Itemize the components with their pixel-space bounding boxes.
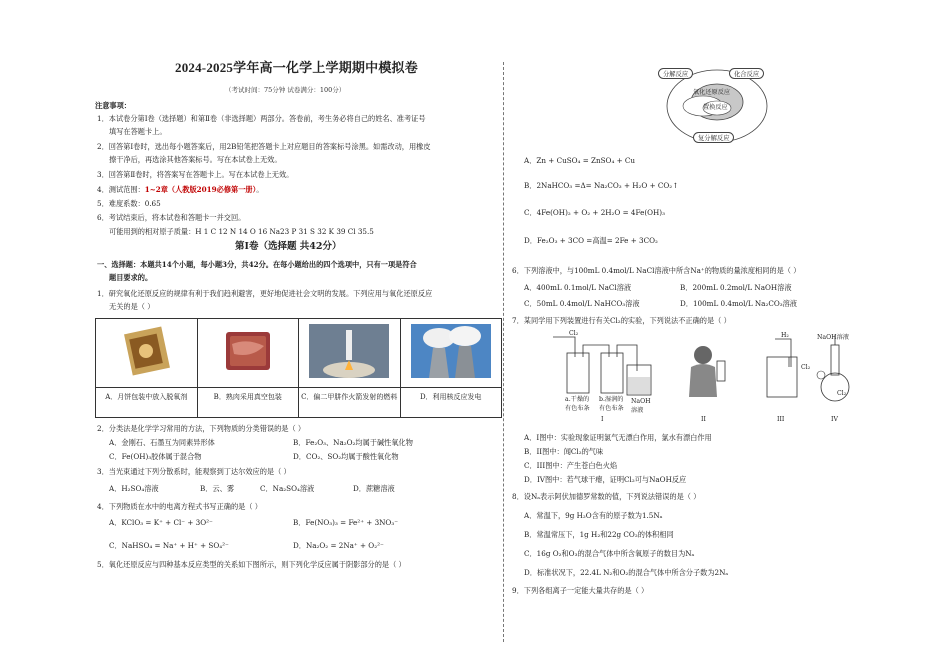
q4-option-d: D．Na₂O₂ = 2Na⁺ + O₂²⁻ (293, 541, 384, 550)
q8-option-b: B．常温常压下，1g H₂和22g CO₂的体积相同 (524, 530, 674, 539)
q1-stem-b: 无关的是（ ） (109, 302, 155, 311)
label-dry-cloth: a.干燥的有色布条 (565, 396, 590, 412)
q8-option-d: D．标准状况下，22.4L N₂和O₂的混合气体中所含分子数为2Nₐ (524, 568, 729, 577)
label-naoh-i: NaOH溶液 (631, 398, 651, 414)
note-6: 6．考试结束后，将本试卷和答题卡一并交回。 (97, 213, 246, 222)
q6-option-c: C．50mL 0.4mol/L NaHCO₃溶液 (524, 299, 640, 308)
test-range: 1~2章（人教版2019必修第一册） (144, 185, 257, 194)
q5-option-a: A．Zn + CuSO₄ = ZnSO₄ + Cu (524, 156, 636, 165)
q1-option-b-cell (198, 319, 300, 417)
rocket-launch-image (309, 324, 389, 378)
reaction-venn-diagram (655, 62, 777, 150)
venn-decomposition: 分解反应 (658, 68, 693, 79)
q9-stem: 9．下列各组离子一定能大量共存的是（ ） (512, 586, 649, 595)
figure-label-iv: IV (831, 416, 838, 423)
q1-option-a: A．月饼包装中放入脱氧剂 (96, 387, 197, 403)
figure-label-i: I (601, 416, 604, 423)
right-column (510, 0, 855, 672)
venn-combination: 化合反应 (729, 68, 764, 79)
q8-option-a: A．常温下，9g H₂O含有的原子数为1.5Nₐ (524, 511, 663, 520)
label-wet-cloth: b.湿润的有色布条 (599, 396, 624, 412)
q8-option-c: C．16g O₂和O₃的混合气体中所含氧原子的数目为Nₐ (524, 549, 695, 558)
notes-heading: 注意事项： (95, 101, 131, 110)
q6-option-d: D．100mL 0.4mol/L Na₂CO₃溶液 (680, 299, 797, 308)
atomic-masses: 可能用到的相对原子质量：H 1 C 12 N 14 O 16 Na23 P 31 S 32 K 39 Cl 35.5 (109, 227, 374, 236)
note-3: 3．回答第Ⅱ卷时，将答案写在答题卡上。写在本试卷上无效。 (97, 170, 294, 179)
exam-subtitle: （考试时间：75分钟 试卷满分：100分） (225, 86, 346, 94)
nuclear-plant-image (411, 324, 491, 378)
label-cl2-i: Cl₂ (569, 330, 579, 337)
venn-replacement: 置换反应 (703, 104, 728, 111)
q5-option-d: D．Fe₂O₃ + 3CO =高温= 2Fe + 3CO₂ (524, 236, 658, 245)
venn-double-decomposition: 复分解反应 (693, 132, 734, 143)
part1-intro-a: 一、选择题：本题共14个小题，每小题3分，共42分。在每小题给出的四个选项中，只有一项是符合 (97, 260, 417, 269)
column-divider (503, 62, 504, 642)
label-cl2-iv: Cl₂ (837, 390, 847, 397)
q7-stem: 7．某同学用下列装置进行有关Cl₂的实验，下列说法不正确的是（ ） (512, 316, 731, 325)
q6-stem: 6．下列溶液中，与100mL 0.4mol/L NaCl溶液中所含Na⁺的物质的量浓度相同的是（ ） (512, 266, 801, 275)
venn-redox: 氧化还原反应 (693, 89, 731, 96)
q3-option-d: D．蔗糖溶液 (353, 484, 395, 493)
q1-option-d: D．利用核反应发电 (401, 387, 502, 403)
q7-option-d: D．IV图中：若气球干瘪，证明Cl₂可与NaOH反应 (524, 475, 687, 484)
q2-option-c: C．Fe(OH)₃胶体属于混合物 (109, 452, 202, 461)
q5-stem: 5．氧化还原反应与四种基本反应类型的关系如下图所示，则下列化学反应属于阴影部分的是（ ） (97, 560, 406, 569)
note-5: 5．难度系数：0.65 (97, 199, 161, 208)
q5-option-b: B．2NaHCO₃ =Δ= Na₂CO₃ + H₂O + CO₂↑ (524, 181, 679, 190)
q5-option-c: C．4Fe(OH)₂ + O₂ + 2H₂O = 4Fe(OH)₃ (524, 208, 665, 217)
figure-label-iii: III (777, 416, 785, 423)
q3-option-a: A．H₂SO₄溶液 (109, 484, 159, 493)
q2-option-d: D．CO₂、SO₂均属于酸性氧化物 (293, 452, 399, 461)
label-naoh-iv: NaOH溶液 (817, 334, 849, 341)
q1-option-a-cell (96, 319, 198, 417)
label-h2: H₂ (781, 332, 789, 339)
q4-stem: 4．下列物质在水中的电离方程式书写正确的是（ ） (97, 502, 262, 511)
q1-option-d-cell (401, 319, 502, 417)
q8-stem: 8．设Nₐ表示阿伏加德罗常数的值，下列说法错误的是（ ） (512, 492, 701, 501)
note-1b: 填写在答题卡上。 (109, 127, 167, 136)
q2-option-b: B．Fe₂O₃、Na₂O₂均属于碱性氧化物 (293, 438, 413, 447)
label-cl2-iii: Cl₂ (801, 364, 811, 371)
q1-option-b: B．熟肉采用真空包装 (198, 387, 299, 403)
mooncake-package-image (106, 324, 186, 378)
q7-option-a: A．I图中：实验现象证明氯气无漂白作用，氯水有漂白作用 (524, 433, 712, 442)
q3-option-c: C．Na₂SO₄溶液 (260, 484, 315, 493)
q6-option-a: A．400mL 0.1mol/L NaCl溶液 (524, 283, 632, 292)
q4-option-a: A．KClO₃ = K⁺ + Cl⁻ + 3O²⁻ (109, 518, 213, 527)
q2-stem: 2．分类法是化学学习常用的方法，下列物质的分类错误的是（ ） (97, 424, 306, 433)
exam-title: 2024-2025学年高一化学上学期期中模拟卷 (175, 60, 418, 75)
q4-option-c: C．NaHSO₄ = Na⁺ + H⁺ + SO₄²⁻ (109, 541, 229, 550)
note-1a: 1．本试卷分第Ⅰ卷（选择题）和第Ⅱ卷（非选择题）两部分。答卷前，考生务必将自己的姓名、准考证号 (97, 114, 426, 123)
q1-option-table (95, 318, 502, 418)
figure-label-ii: II (701, 416, 706, 423)
vacuum-meat-image (208, 324, 288, 378)
q4-option-b: B．Fe(NO₃)₃ = Fe²⁺ + 3NO₃⁻ (293, 518, 399, 527)
q7-option-c: C．III图中：产生苍白色火焰 (524, 461, 618, 470)
q1-option-c-cell (299, 319, 401, 417)
note-2a: 2．回答第Ⅰ卷时，选出每小题答案后，用2B铅笔把答题卡上对应题目的答案标号涂黑。如需改动，用橡皮 (97, 142, 431, 151)
q1-stem-a: 1．研究氧化还原反应的规律有利于我们趋利避害，更好地促进社会文明的发展。下列应用与氧化还原反应 (97, 289, 433, 298)
q2-option-a: A．金刚石、石墨互为同素异形体 (109, 438, 215, 447)
left-column (95, 0, 500, 672)
q3-stem: 3．当光束通过下列分散系时，能观察到丁达尔效应的是（ ） (97, 467, 291, 476)
part1-heading: 第Ⅰ卷（选择题 共42分） (235, 241, 342, 252)
part1-intro-b: 题目要求的。 (109, 273, 153, 282)
q7-apparatus-figure (545, 327, 853, 425)
q6-option-b: B．200mL 0.2mol/L NaOH溶液 (680, 283, 792, 292)
note-2b: 擦干净后，再选涂其他答案标号。写在本试卷上无效。 (109, 155, 282, 164)
q3-option-b: B．云、雾 (200, 484, 235, 493)
q1-option-c: C．偏二甲肼作火箭发射的燃料 (299, 387, 400, 403)
q7-option-b: B．II图中：闻Cl₂的气味 (524, 447, 604, 456)
note-4: 4．测试范围：1~2章（人教版2019必修第一册）。 (97, 185, 264, 194)
